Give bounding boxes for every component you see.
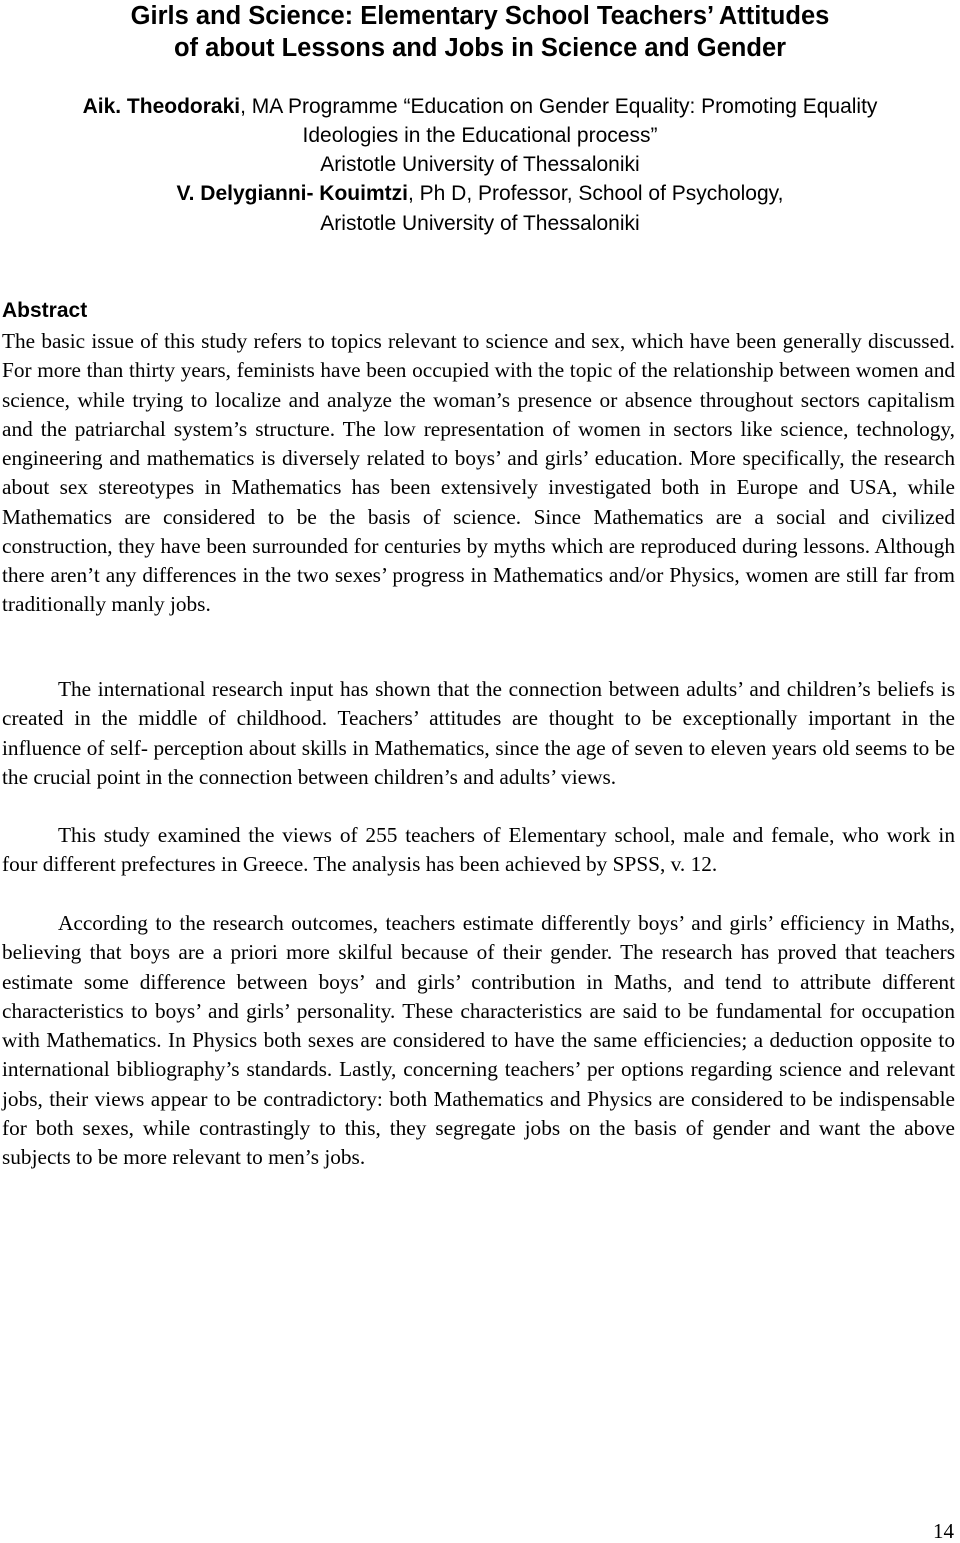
abstract-paragraph-1: The basic issue of this study refers to topics relevant to science and sex, which have been generally discussed. For more than thirty years, feminists have been occupied with the topic of the relationship between women and science, while trying to localize and analyze the woman’s presence or absence throughout sectors capitalism and the patriarchal system’s structure. The low representation of women in sectors like science, technology, engineering and mathematics is diversely related to boys’ and girls’ education. More specifically, the research about sex stereotypes in Mathematics has been extensively investigated both in Europe and USA, while Mathematics are considered to be the basis of science. Since Mathematics are a social and civilized construction, they have been surrounded for centuries by myths which are reproduced during lessons. Although there aren’t any differences in the two sexes’ progress in Mathematics and/or Physics, women are still far from traditionally manly jobs. <box>2 329 955 617</box>
abstract-paragraph-4: According to the research outcomes, teachers estimate differently boys’ and girls’ efficiency in Maths, believing that boys are a priori more skilful because of their gender. The research has proved that teachers estimate some difference between boys’ and girls’ contribution in Maths, and tend to attribute different characteristics to boys’ and girls’ personality. These characteristics are said to be fundamental for occupation with Mathematics. In Physics both sexes are considered to have the same efficiencies; a deduction opposite to international bibliography’s standards. Lastly, concerning teachers’ per options regarding science and relevant jobs, their views appear to be contradictory: both Mathematics and Physics are considered to be indispensable for both sexes, while contrastingly to this, they segregate jobs on the basis of gender and want the above subjects to be more relevant to men’s jobs. <box>2 911 955 1169</box>
page-number: 14 <box>933 1519 954 1543</box>
author-2-affiliation: Aristotle University of Thessaloniki <box>320 212 640 235</box>
author-1-line <box>0 92 960 122</box>
author-2-name: V. Delygianni- Kouimtzi <box>176 182 408 205</box>
author-2-line <box>0 179 960 209</box>
abstract-heading: Abstract <box>2 299 88 322</box>
author-1-details: , MA Programme “Education on Gender Equality: Promoting Equality <box>240 95 878 118</box>
paper-title-line-1: Girls and Science: Elementary School Teachers’ Attitudes <box>130 2 830 30</box>
author-1-details-continued: Ideologies in the Educational process” <box>302 124 658 147</box>
abstract-paragraph-3: This study examined the views of 255 teachers of Elementary school, male and female, who work in four different prefectures in Greece. The analysis has been achieved by SPSS, v. 12. <box>2 823 955 877</box>
abstract-paragraph-2: The international research input has shown that the connection between adults’ and children’s beliefs is created in the middle of childhood. Teachers’ attitudes are thought to be exceptionally important in the influence of self- perception about skills in Mathematics, since the age of seven to eleven years old seems to be the crucial point in the connection between children’s and adults’ views. <box>2 677 955 789</box>
author-1-name: Aik. Theodoraki <box>82 95 241 118</box>
author-1-affiliation: Aristotle University of Thessaloniki <box>320 153 640 176</box>
author-2-details: , Ph D, Professor, School of Psychology, <box>407 182 784 205</box>
paper-title-line-2: of about Lessons and Jobs in Science and Gender <box>173 34 787 62</box>
